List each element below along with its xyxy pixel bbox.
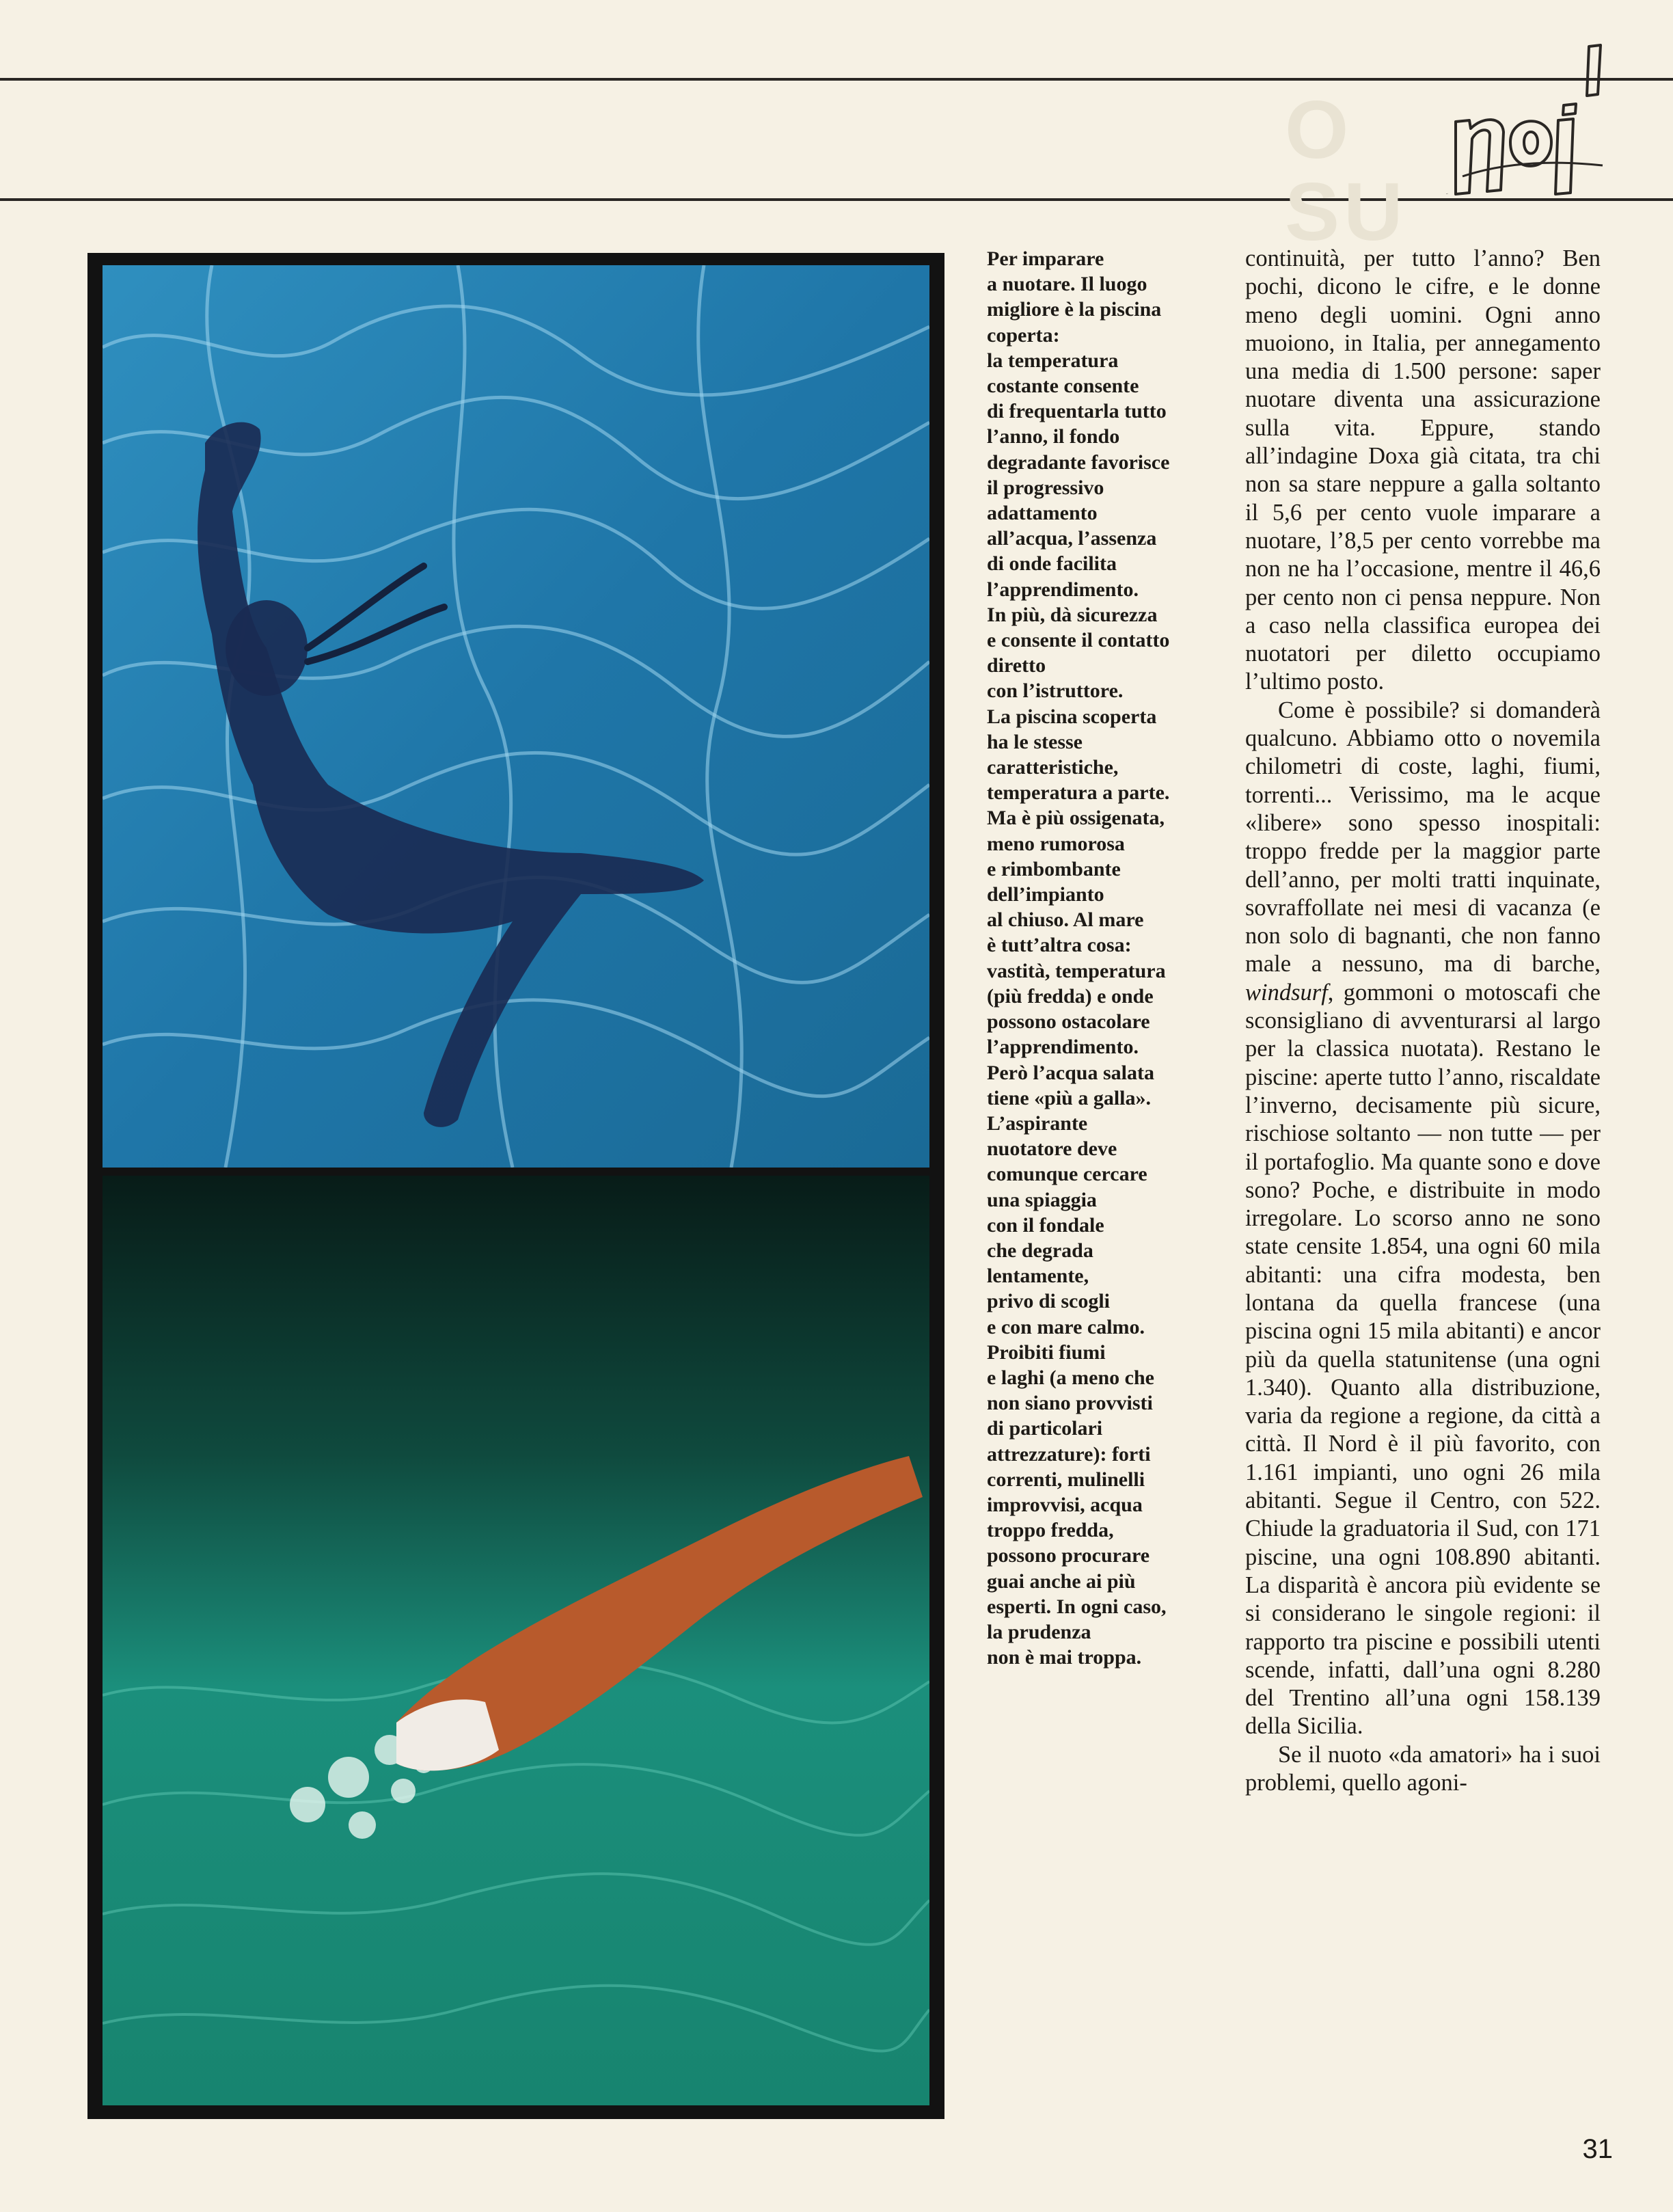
body-paragraph <box>1245 697 1601 1741</box>
photo-frame <box>87 253 944 2119</box>
logo-text: noi <box>1446 193 1448 195</box>
photo-caption: Per imparare a nuotare. Il luogo migliore è la piscina coperta: la temperatura costante consente di frequentarla tutto l’anno, il fondo degradante favorisce il progressivo adattamento all’acqua, l’assenza di onde facilita l’apprendimento. In più, dà sicurezza e consente il contatto diretto con l’istruttore. La piscina scoperta ha le stesse caratteristiche, temperatura a parte. Ma è più ossigenata, meno rumorosa e rimbombante dell’impianto al chiuso. Al mare è tutt’altra cosa: vastità, temperatura (più fredda) e onde possono ostacolare l’apprendimento. Però l’acqua salata tiene «più a galla». L’aspirante nuotatore deve comunque cercare una spiaggia con il fondale che degrada lentamente, privo di scogli e con mare calmo. Proibiti fiumi e laghi (a meno che non siano provvisti di particolari attrezzature): forti correnti, mulinelli improvvisi, acqua troppo fredda, possono procurare guai anche ai più esperti. In ogni caso, la prudenza non è mai troppa. <box>987 247 1170 1669</box>
body-text-rest: , gommoni o motoscafi che sconsigliano di avventurarsi al largo per la classica nuotata). Restano le piscine: aperte tutto l’anno, riscaldate l’inverno, decisamente più sicure, rischiose soltanto — non tutte — per il portafoglio. Ma quante sono e dove sono? Poche, e distribuite in modo irregolare. Lo scorso anno ne sono state censite 1.854, una ogni 60 mila abitanti: una cifra modesta, ben lontana da quella francese (una piscina ogni 15 mila abitanti) e ancor più da quella statunitense (una ogni 1.340). Quanto alla distribuzione, varia da regione a regione, da città a città. Il Nord è il più favorito, con 1.161 impianti, uno ogni 26 mila abitanti. Segue il Centro, con 522. Chiude la graduatoria il Sud, con 171 piscine, una ogni 108.890 abitanti. La disparità è ancora più evidente se si considerano le singole regioni: il rapporto tra piscine e possibili utenti scende, infatti, dall’una ogni 8.280 del Trentino all’una ogni 158.139 della Sicilia. <box>1245 979 1601 1740</box>
body-paragraph: Se il nuoto «da amatori» ha i suoi problemi, quello agoni- <box>1245 1741 1601 1796</box>
header-ghost-title: O SU <box>1285 84 1407 258</box>
diving-swimmer-photo <box>103 1176 929 2105</box>
underwater-swimmer-photo <box>103 265 929 1168</box>
page-number: 31 <box>1582 2134 1613 2164</box>
header-rule <box>0 198 1673 201</box>
article-column <box>1245 245 1601 1797</box>
body-text-italic: windsurf <box>1245 979 1328 1006</box>
section-logo <box>1442 40 1613 197</box>
top-rule <box>0 78 1673 81</box>
body-text-lead: Come è possibile? si domanderà qualcuno. Abbiamo otto o novemila chilometri di coste, laghi, fiumi, torrenti... Verissimo, ma le acque «libere» sono spesso inospitali: troppo fredde per la maggior parte dell’anno, per molti tratti inquinate, sovraffollate nei mesi di vacanza (e non solo di bagnanti, che non fanno male a nessuno, ma di barche, <box>1245 697 1601 977</box>
body-paragraph: continuità, per tutto l’anno? Ben pochi, dicono le cifre, e le donne meno degli uomini. Ogni anno muoiono, in Italia, per annegamento una media di 1.500 persone: saper nuotare diventa una assicurazione sulla vita. Eppure, stando all’indagine Doxa già citata, tra chi non sa stare neppure a galla soltanto il 5,6 per cento vuole imparare a nuotare, l’8,5 per cento vorrebbe ma non ne ha l’occasione, mentre il 46,6 per cento non ci pensa neppure. Non a caso nella classifica europea dei nuotatori per diletto occupiamo l’ultimo posto. <box>1245 245 1601 695</box>
